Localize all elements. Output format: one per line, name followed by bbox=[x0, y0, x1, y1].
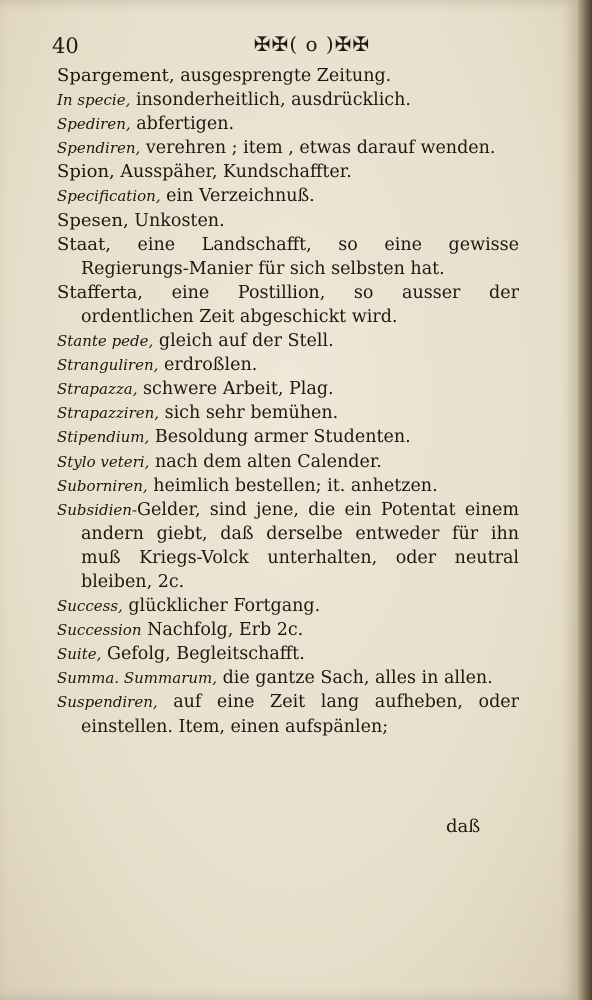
entry-term: Strapazza, bbox=[57, 380, 138, 399]
entry-term: Spion, bbox=[57, 161, 115, 183]
glossary-entry bbox=[57, 618, 519, 642]
entry-term: Stylo veteri, bbox=[57, 452, 150, 471]
glossary-entry bbox=[57, 112, 519, 136]
entry-term: Spargement, bbox=[57, 65, 175, 86]
page-edge bbox=[578, 0, 592, 1000]
glossary-entry bbox=[57, 64, 519, 88]
entry-definition: Nachfolg, Erb 2c. bbox=[141, 620, 304, 641]
entry-definition: eine Postillion, so ausser der ordentlichen Zeit abgeschickt wird. bbox=[81, 282, 519, 327]
entry-definition: heimlich bestellen; it. anhetzen. bbox=[147, 475, 438, 496]
glossary-entry bbox=[57, 160, 519, 184]
glossary-entry bbox=[57, 642, 519, 666]
entry-definition: Gefolg, Begleitschafft. bbox=[101, 644, 305, 665]
entry-term: Staat, bbox=[57, 233, 111, 255]
entry-definition: gleich auf der Stell. bbox=[153, 331, 334, 352]
glossary-entry bbox=[57, 690, 519, 738]
entry-term: Subsidien- bbox=[57, 500, 138, 519]
entry-definition: eine Landschafft, so eine gewisse Regierungs-Manier für sich selbsten hat. bbox=[81, 234, 519, 279]
page-number: 40 bbox=[52, 34, 79, 58]
entry-term: Stranguliren, bbox=[57, 356, 159, 375]
entry-definition: Unkosten. bbox=[128, 210, 225, 231]
entry-term: Spesen, bbox=[57, 209, 129, 231]
entry-term: Stafferta, bbox=[57, 281, 144, 303]
entry-definition: die gantze Sach, alles in allen. bbox=[217, 668, 493, 689]
entry-term: Success, bbox=[57, 597, 123, 616]
entry-term: Suite, bbox=[57, 645, 102, 664]
catchword: daß bbox=[446, 816, 481, 837]
entry-term: Specification, bbox=[57, 187, 161, 206]
entry-term: Summa. Summarum, bbox=[57, 669, 218, 688]
page-header bbox=[52, 30, 572, 64]
glossary-entry bbox=[57, 184, 519, 208]
entry-definition: verehren ; item , etwas darauf wenden. bbox=[140, 138, 496, 159]
entry-definition: glücklicher Fortgang. bbox=[122, 596, 321, 617]
entry-definition: schwere Arbeit, Plag. bbox=[137, 379, 334, 400]
glossary-entry bbox=[57, 281, 519, 329]
glossary-entry bbox=[57, 233, 519, 281]
entry-definition: sich sehr bemühen. bbox=[159, 403, 339, 424]
glossary-entry bbox=[57, 329, 519, 353]
glossary-entry bbox=[57, 498, 519, 594]
entry-definition: ausgesprengte Zeitung. bbox=[174, 66, 392, 86]
glossary-entry bbox=[57, 88, 519, 112]
glossary-entry bbox=[57, 425, 519, 449]
entry-definition: Ausspäher, Kundschaffter. bbox=[114, 162, 352, 183]
glossary-entry bbox=[57, 450, 519, 474]
entry-term: Stante pede, bbox=[57, 332, 154, 351]
entry-term: Spendiren, bbox=[57, 139, 141, 158]
entry-definition: erdroßlen. bbox=[158, 355, 258, 376]
entry-definition: nach dem alten Calender. bbox=[149, 451, 382, 472]
entry-definition: ein Verzeichnuß. bbox=[160, 186, 315, 207]
entry-term: Strapazziren, bbox=[57, 404, 160, 423]
glossary-entry bbox=[57, 401, 519, 425]
entry-term: Suspendiren, bbox=[57, 693, 158, 712]
entry-definition: insonderheitlich, ausdrücklich. bbox=[130, 90, 411, 111]
glossary-entry bbox=[57, 209, 519, 233]
entry-term: Spediren, bbox=[57, 115, 131, 134]
entry-definition: auf eine Zeit lang aufheben, oder einstellen. Item, einen aufspänlen; bbox=[81, 692, 519, 737]
glossary-entry bbox=[57, 136, 519, 160]
glossary-entry bbox=[57, 377, 519, 401]
running-title: ✠✠( o )✠✠ bbox=[253, 32, 371, 56]
entry-definition: Besoldung armer Studenten. bbox=[149, 427, 411, 448]
entry-term: Stipendium, bbox=[57, 428, 150, 447]
glossary-entry bbox=[57, 594, 519, 618]
glossary-entry bbox=[57, 666, 519, 690]
glossary-entry bbox=[57, 353, 519, 377]
entry-term: Succession bbox=[57, 621, 142, 640]
entry-term: In specie, bbox=[57, 91, 131, 110]
entry-term: Suborniren, bbox=[57, 476, 148, 495]
entry-definition: abfertigen. bbox=[130, 114, 235, 135]
glossary-entries bbox=[57, 64, 519, 739]
glossary-entry bbox=[57, 474, 519, 498]
entry-definition: Gelder, sind jene, die ein Potentat einem andern giebt, daß derselbe entweder für ihn muß Kriegs-Volck unterhalten, oder neutral bleiben, 2c. bbox=[81, 499, 519, 592]
